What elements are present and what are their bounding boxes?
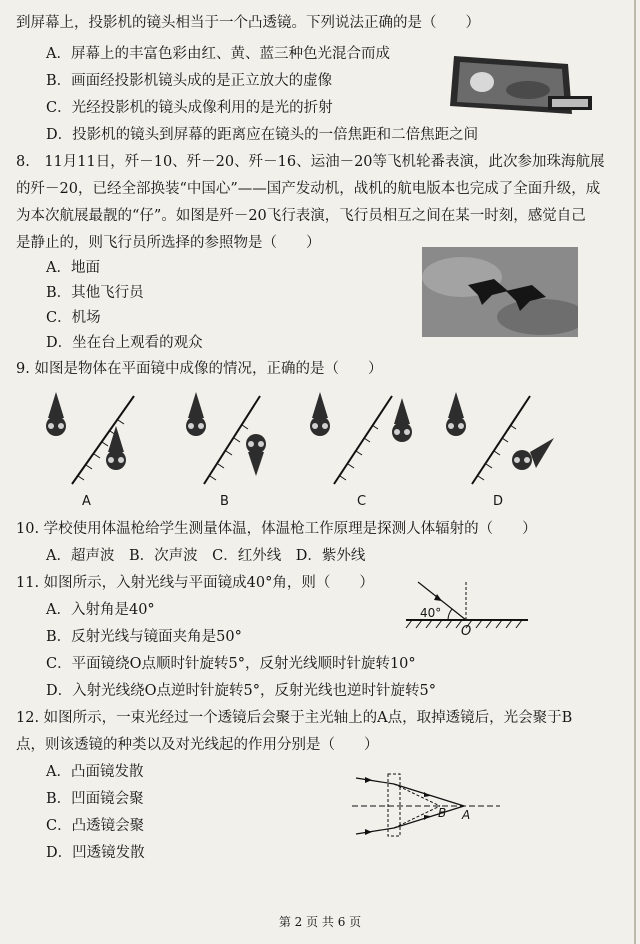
q7-stem: 到屏幕上，投影机的镜头相当于一个凸透镜。下列说法正确的是（ ）: [16, 15, 480, 31]
q12-lens-figure: [350, 766, 510, 846]
q12-option-d: D．凹透镜发散: [46, 845, 145, 861]
q11-option-b: B．反射光线与镜面夹角是50°: [46, 629, 242, 645]
q8-option-a: A．地面: [46, 260, 100, 276]
q8-stem-line3: 为本次航展最靓的“仔”。如图是歼－20飞行表演，飞行员相互之间在某一时刻，感觉自己: [16, 208, 586, 224]
q9-label-a: A: [82, 494, 91, 509]
q12-stem-line1: 12. 如图所示，一束光经过一个透镜后会聚于主光轴上的A点，取掉透镜后，光会聚于B: [16, 710, 573, 726]
fighter-jets-photo: [422, 247, 578, 337]
projector-photo: [448, 52, 598, 118]
q11-point-o-label: O: [461, 624, 472, 639]
q8-option-d: D．坐在台上观看的观众: [46, 335, 203, 351]
q12-point-b-label: B: [438, 806, 447, 820]
q12-option-c: C．凸透镜会聚: [46, 818, 145, 834]
q8-option-c: C．机场: [46, 310, 101, 326]
q7-option-d: D．投影机的镜头到屏幕的距离应在镜头的一倍焦距和二倍焦距之间: [46, 127, 479, 143]
q9-label-d: D: [493, 494, 504, 509]
q12-stem-line2: 点，则该透镜的种类以及对光线起的作用分别是（ ）: [16, 737, 379, 753]
q8-stem-line2: 的歼－20，已经全部换装“中国心”——国产发动机，战机的航电版本也完成了全面升级，成: [16, 181, 601, 197]
page-number-footer: 第 2 页 共 6 页: [278, 915, 362, 929]
q11-angle-label: 40°: [420, 606, 442, 620]
page-edge: [634, 0, 636, 944]
q9-stem: 9. 如图是物体在平面镜中成像的情况，正确的是（ ）: [16, 361, 383, 377]
q7-option-b: B．画面经投影机镜头成的是正立放大的虚像: [46, 73, 333, 89]
figure-a: [46, 392, 134, 484]
figure-d: [446, 392, 554, 484]
q7-option-a: A．屏幕上的丰富色彩由红、黄、蓝三种色光混合而成: [46, 46, 390, 62]
q8-stem-line4: 是静止的，则飞行员所选择的参照物是（ ）: [16, 235, 321, 251]
q9-mirror-figures: [38, 388, 598, 488]
q12-option-a: A．凸面镜发散: [46, 764, 144, 780]
q11-stem: 11. 如图所示，入射光线与平面镜成40°角，则（ ）: [16, 575, 374, 591]
q9-label-c: C: [357, 494, 367, 509]
q11-option-c: C．平面镜绕O点顺时针旋转5°，反射光线顺时针旋转10°: [46, 656, 416, 672]
figure-b: [186, 392, 266, 484]
q12-option-b: B．凹面镜会聚: [46, 791, 144, 807]
q12-point-a-label: A: [462, 808, 471, 822]
q8-option-b: B．其他飞行员: [46, 285, 144, 301]
figure-c: [310, 392, 412, 484]
q8-stem-line1: 8. 11月11日，歼－10、歼－20、歼－16、运油－20等飞机轮番表演，此次参加珠海航展: [16, 154, 605, 170]
q9-label-b: B: [220, 494, 229, 509]
q11-option-d: D．入射光线绕O点逆时针旋转5°，反射光线也逆时针旋转5°: [46, 683, 436, 699]
q7-option-c: C．光经投影机的镜头成像利用的是光的折射: [46, 100, 333, 116]
q11-option-a: A．入射角是40°: [46, 602, 155, 618]
q10-options: A．超声波 B．次声波 C．红外线 D．紫外线: [46, 548, 366, 564]
q10-stem: 10. 学校使用体温枪给学生测量体温，体温枪工作原理是探测人体辐射的（ ）: [16, 521, 537, 537]
